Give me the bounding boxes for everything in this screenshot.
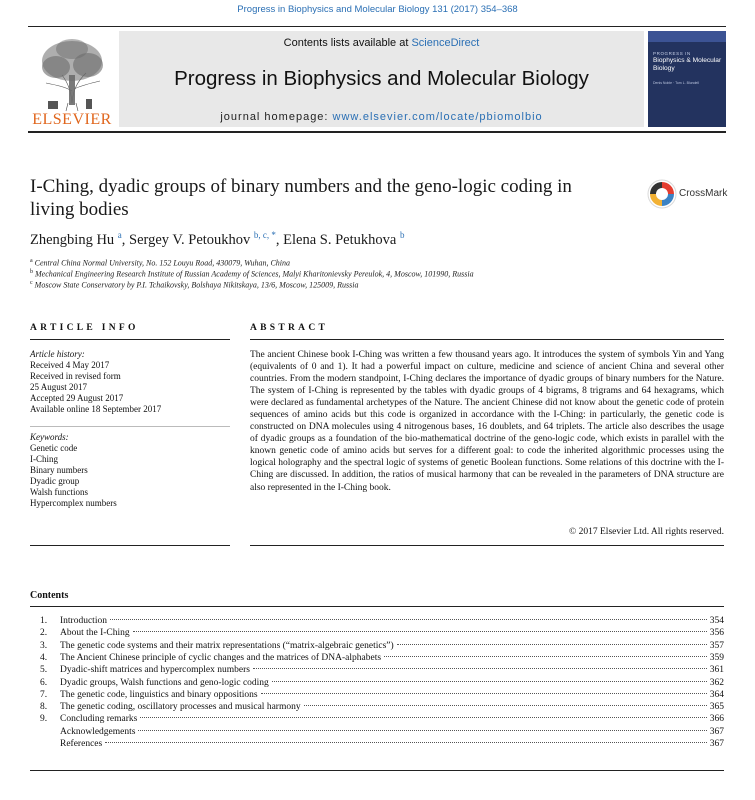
history-entry: Accepted 29 August 2017 — [30, 393, 124, 403]
toc-entry-number: 2. — [40, 628, 48, 639]
toc-entry-page[interactable]: 359 — [709, 652, 724, 663]
author-list — [30, 230, 404, 249]
cover-editors: Denis Noble · Tom L. Blundell — [653, 81, 700, 85]
history-entry: Available online 18 September 2017 — [30, 404, 162, 414]
contents-heading: Contents — [30, 590, 69, 601]
toc-entry-title[interactable]: The genetic code systems and their matrix representations (“matrix-algebraic genetics”) — [60, 640, 394, 651]
toc-entry[interactable] — [40, 701, 724, 713]
toc-entry-page[interactable]: 356 — [709, 628, 724, 639]
affiliation-marker: a — [30, 258, 33, 264]
article-title-line-2: living bodies — [30, 199, 129, 220]
history-entry: Received 4 May 2017 — [30, 360, 110, 370]
info-bottom-rule — [30, 545, 230, 546]
author-name[interactable]: Sergey V. Petoukhov — [129, 231, 251, 248]
keywords — [30, 432, 230, 509]
affiliation-marker: b — [30, 269, 33, 275]
toc-entry-number: 8. — [40, 702, 48, 713]
toc-entry-title[interactable]: The Ancient Chinese principle of cyclic changes and the matrices of DNA-alphabets — [60, 652, 382, 663]
article-title — [30, 175, 635, 221]
toc-leader-dots — [105, 742, 707, 743]
toc-leader-dots — [272, 681, 707, 682]
toc-entry-number: 5. — [40, 665, 48, 676]
toc-entry-page[interactable]: 354 — [709, 616, 724, 626]
toc-entry[interactable] — [40, 652, 724, 664]
toc-leader-dots — [304, 705, 707, 706]
history-entry: Received in revised form — [30, 371, 121, 381]
running-header[interactable]: Progress in Biophysics and Molecular Biology 131 (2017) 354–368 — [237, 4, 518, 15]
abstract-heading: ABSTRACT — [250, 323, 329, 333]
abstract-rule — [250, 339, 724, 340]
author-name[interactable]: Elena S. Petukhova — [283, 231, 397, 248]
history-divider — [30, 426, 230, 427]
toc-entry[interactable] — [40, 689, 724, 701]
contents-rule — [30, 606, 724, 607]
toc-entry-title[interactable]: Acknowledgements — [60, 726, 136, 737]
cover-stripe — [648, 31, 726, 42]
toc-entry[interactable] — [40, 677, 724, 689]
toc-entry[interactable] — [40, 640, 724, 652]
toc-entry-title[interactable]: The genetic coding, oscillatory processes and musical harmony — [60, 702, 301, 713]
toc-entry-number: 1. — [40, 616, 48, 626]
affiliation-text: Mechanical Engineering Research Institute of Russian Academy of Sciences, Malyi Kharitonievsky Pereulok, 4, Moscow, 101990, Russia — [35, 269, 474, 279]
contents-available-line: Contents lists available at ScienceDirect — [283, 37, 480, 49]
author-affiliation-marker[interactable]: a — [117, 230, 122, 240]
toc-leader-dots — [261, 693, 707, 694]
keyword: Genetic code — [30, 443, 78, 453]
author-separator: , — [275, 231, 284, 248]
keyword: Walsh functions — [30, 487, 89, 497]
toc-entry-number: 7. — [40, 689, 48, 700]
toc-entry[interactable] — [40, 738, 724, 750]
toc-entry-page[interactable]: 366 — [709, 714, 724, 725]
toc-entry-page[interactable]: 365 — [709, 702, 724, 713]
toc-entry[interactable] — [40, 615, 724, 627]
affiliation-text: Moscow State Conservatory by P.I. Tchaikovsky, Bolshaya Nikitskaya, 13/6, Moscow, 125009, Russia — [34, 280, 359, 290]
journal-cover-image[interactable] — [648, 31, 726, 127]
toc-entry-page[interactable]: 357 — [709, 640, 724, 651]
cover-small-text: PROGRESS IN — [653, 51, 691, 56]
abstract-bottom-rule — [250, 545, 724, 546]
toc-leader-dots — [384, 656, 707, 657]
journal-homepage-line: journal homepage: www.elsevier.com/locate/pbiomolbio — [220, 111, 543, 123]
toc-entry-number: 4. — [40, 652, 48, 663]
article-title-line-1: I-Ching, dyadic groups of binary numbers and the geno-logic coding in — [30, 176, 572, 197]
toc-entry[interactable] — [40, 713, 724, 725]
affiliation — [30, 280, 730, 290]
toc-entry-page[interactable]: 361 — [709, 665, 724, 676]
article-info-rule — [30, 339, 230, 340]
toc-leader-dots — [133, 631, 707, 632]
toc-entry-title[interactable]: The genetic code, linguistics and binary oppositions — [60, 689, 258, 700]
toc-entry-title[interactable]: Dyadic groups, Walsh functions and geno-logic coding — [60, 677, 269, 688]
author-affiliation-marker[interactable]: b — [399, 230, 405, 240]
abstract-text: The ancient Chinese book I-Ching was written a few thousand years ago. It introduces the system of symbols Yin and Yang (equivalents of 0 and 1). It had a powerful impact on culture, medicine and science of ancient China and several other countries. From the modern standpoint, I-Ching declares the importance of dyadic groups of binary numbers for the Nature. The system of I-Ching is represented by the tables with dyadic groups of 4 bigrams, 8 trigrams and 64 hexagrams, which were declared as fundamental archetypes of the Nature. The ancient Chinese did not know about the genetic code of protein sequences of amino acids but this code is organized in accordance with the I-Ching: in particularly, the genetic code is constructed on DNA molecules using 4 nitrogenous bases, 16 doublets, and 64 triplets. The article also describes the usage of dyadic groups as a foundation of the bio-mathematical doctrine of the geno-logic code, which exists in parallel with the known genetic code of amino acids but serves for a different goal: to code the inherited algorithmic processes using the logical holography and the spectral logic of systems of genetic Boolean functions. Some relations of this doctrine with the I-Ching are discussed. In addition, the ratios of musical harmony that can be revealed in the parameters of DNA structure are also represented in the I-Ching book. — [250, 350, 724, 493]
history-entry: 25 August 2017 — [30, 382, 88, 392]
article-info-heading: ARTICLE INFO — [30, 323, 139, 333]
cover-title: Biophysics & Molecular Biology — [653, 57, 722, 72]
toc-entry-title[interactable]: Dyadic-shift matrices and hypercomplex numbers — [60, 665, 250, 676]
toc-leader-dots — [253, 668, 707, 669]
elsevier-wordmark[interactable]: ELSEVIER — [32, 111, 112, 128]
affiliation — [30, 269, 730, 279]
toc-entry-page[interactable]: 367 — [709, 739, 724, 749]
toc-entry-page[interactable]: 362 — [709, 677, 724, 688]
toc-entry-title[interactable]: Concluding remarks — [60, 714, 138, 725]
article-history-label: Article history: — [30, 349, 85, 359]
toc-entry-title[interactable]: References — [60, 739, 103, 749]
toc-entry[interactable] — [40, 664, 724, 676]
toc-entry-title[interactable]: Introduction — [60, 616, 107, 626]
toc-leader-dots — [110, 619, 707, 620]
toc-entry[interactable] — [40, 627, 724, 639]
keyword: I-Ching — [30, 454, 58, 464]
toc-leader-dots — [140, 717, 706, 718]
author-affiliation-marker[interactable]: b, c, * — [253, 230, 276, 240]
journal-homepage-link[interactable]: www.elsevier.com/locate/pbiomolbio — [332, 111, 543, 123]
affiliation — [30, 258, 730, 268]
toc-entry-page[interactable]: 364 — [709, 689, 724, 700]
toc-leader-dots — [138, 730, 706, 731]
author-name[interactable]: Zhengbing Hu — [30, 231, 115, 248]
keyword: Hypercomplex numbers — [30, 498, 117, 508]
affiliation-marker: c — [30, 280, 33, 286]
toc-entry-title[interactable]: About the I-Ching — [60, 628, 130, 639]
affiliation-text: Central China Normal University, No. 152 Louyu Road, 430079, Wuhan, China — [34, 258, 291, 268]
keyword: Dyadic group — [30, 476, 80, 486]
toc-entry[interactable] — [40, 726, 724, 738]
keywords-label: Keywords: — [30, 432, 69, 442]
toc-entry-page[interactable]: 367 — [709, 726, 724, 737]
toc-entry-number: 6. — [40, 677, 48, 688]
crossmark-label[interactable]: CrossMark — [679, 188, 728, 199]
toc-leader-dots — [397, 644, 707, 645]
journal-title: Progress in Biophysics and Molecular Biology — [174, 67, 589, 90]
toc-entry-number: 3. — [40, 640, 48, 651]
author-separator: , — [121, 231, 130, 248]
copyright-notice: © 2017 Elsevier Ltd. All rights reserved. — [569, 527, 724, 537]
sciencedirect-link[interactable]: ScienceDirect — [411, 37, 480, 49]
crossmark-icon[interactable] — [647, 179, 677, 209]
article-history — [30, 349, 230, 415]
keyword: Binary numbers — [30, 465, 88, 475]
toc-entry-number: 9. — [40, 714, 48, 725]
contents-bottom-rule — [30, 770, 724, 771]
